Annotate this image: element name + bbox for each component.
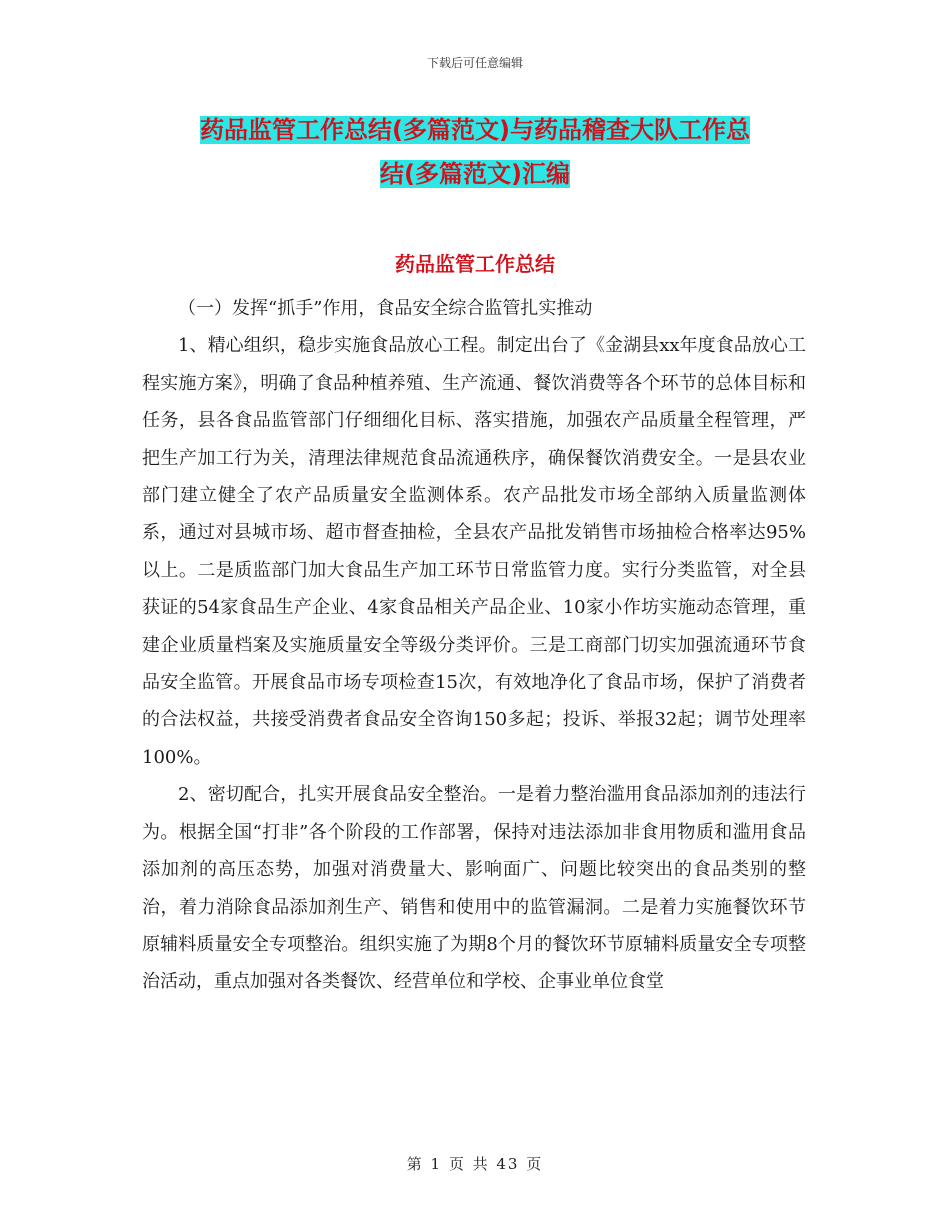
document-title-line-2: 结(多篇范文)汇编: [380, 160, 570, 188]
section-title: 药品监管工作总结: [395, 252, 555, 276]
body-text: [142, 290, 806, 1001]
header-note: 下载后可任意编辑: [426, 56, 523, 70]
document-title-line-1: 药品监管工作总结(多篇范文)与药品稽查大队工作总: [200, 116, 750, 144]
page-footer: 第 1 页 共 43 页: [406, 1155, 544, 1173]
paragraph-1: 1、精心组织，稳步实施食品放心工程。制定出台了《金湖县xx年度食品放心工程实施方案》，明确了食品种植养殖、生产流通、餐饮消费等各个环节的总体目标和任务，县各食品监管部门仔细细化目标、落实措施，加强农产品质量全程管理，严把生产加工行为关，清理法律规范食品流通秩序，确保餐饮消费安全。一是县农业部门建立健全了农产品质量安全监测体系。农产品批发市场全部纳入质量监测体系，通过对县城市场、超市督查抽检，全县农产品批发销售市场抽检合格率达95%以上。二是质监部门加大食品生产加工环节日常监管力度。实行分类监管，对全县获证的54家食品生产企业、4家食品相关产品企业、10家小作坊实施动态管理，重建企业质量档案及实施质量安全等级分类评价。三是工商部门切实加强流通环节食品安全监管。开展食品市场专项检查15次，有效地净化了食品市场，保护了消费者的合法权益，共接受消费者食品安全咨询150多起；投诉、举报32起；调节处理率100%。: [142, 335, 806, 768]
document-title: [150, 108, 800, 196]
paragraph-heading: （一）发挥“抓手”作用，食品安全综合监管扎实推动: [178, 298, 593, 319]
paragraph-2: 2、密切配合，扎实开展食品安全整治。一是着力整治滥用食品添加剂的违法行为。根据全国“打非”各个阶段的工作部署，保持对违法添加非食用物质和滥用食品添加剂的高压态势，加强对消费量大、影响面广、问题比较突出的食品类别的整治，着力消除食品添加剂生产、销售和使用中的监管漏洞。二是着力实施餐饮环节原辅料质量安全专项整治。组织实施了为期8个月的餐饮环节原辅料质量安全专项整治活动，重点加强对各类餐饮、经营单位和学校、企事业单位食堂: [142, 784, 806, 993]
